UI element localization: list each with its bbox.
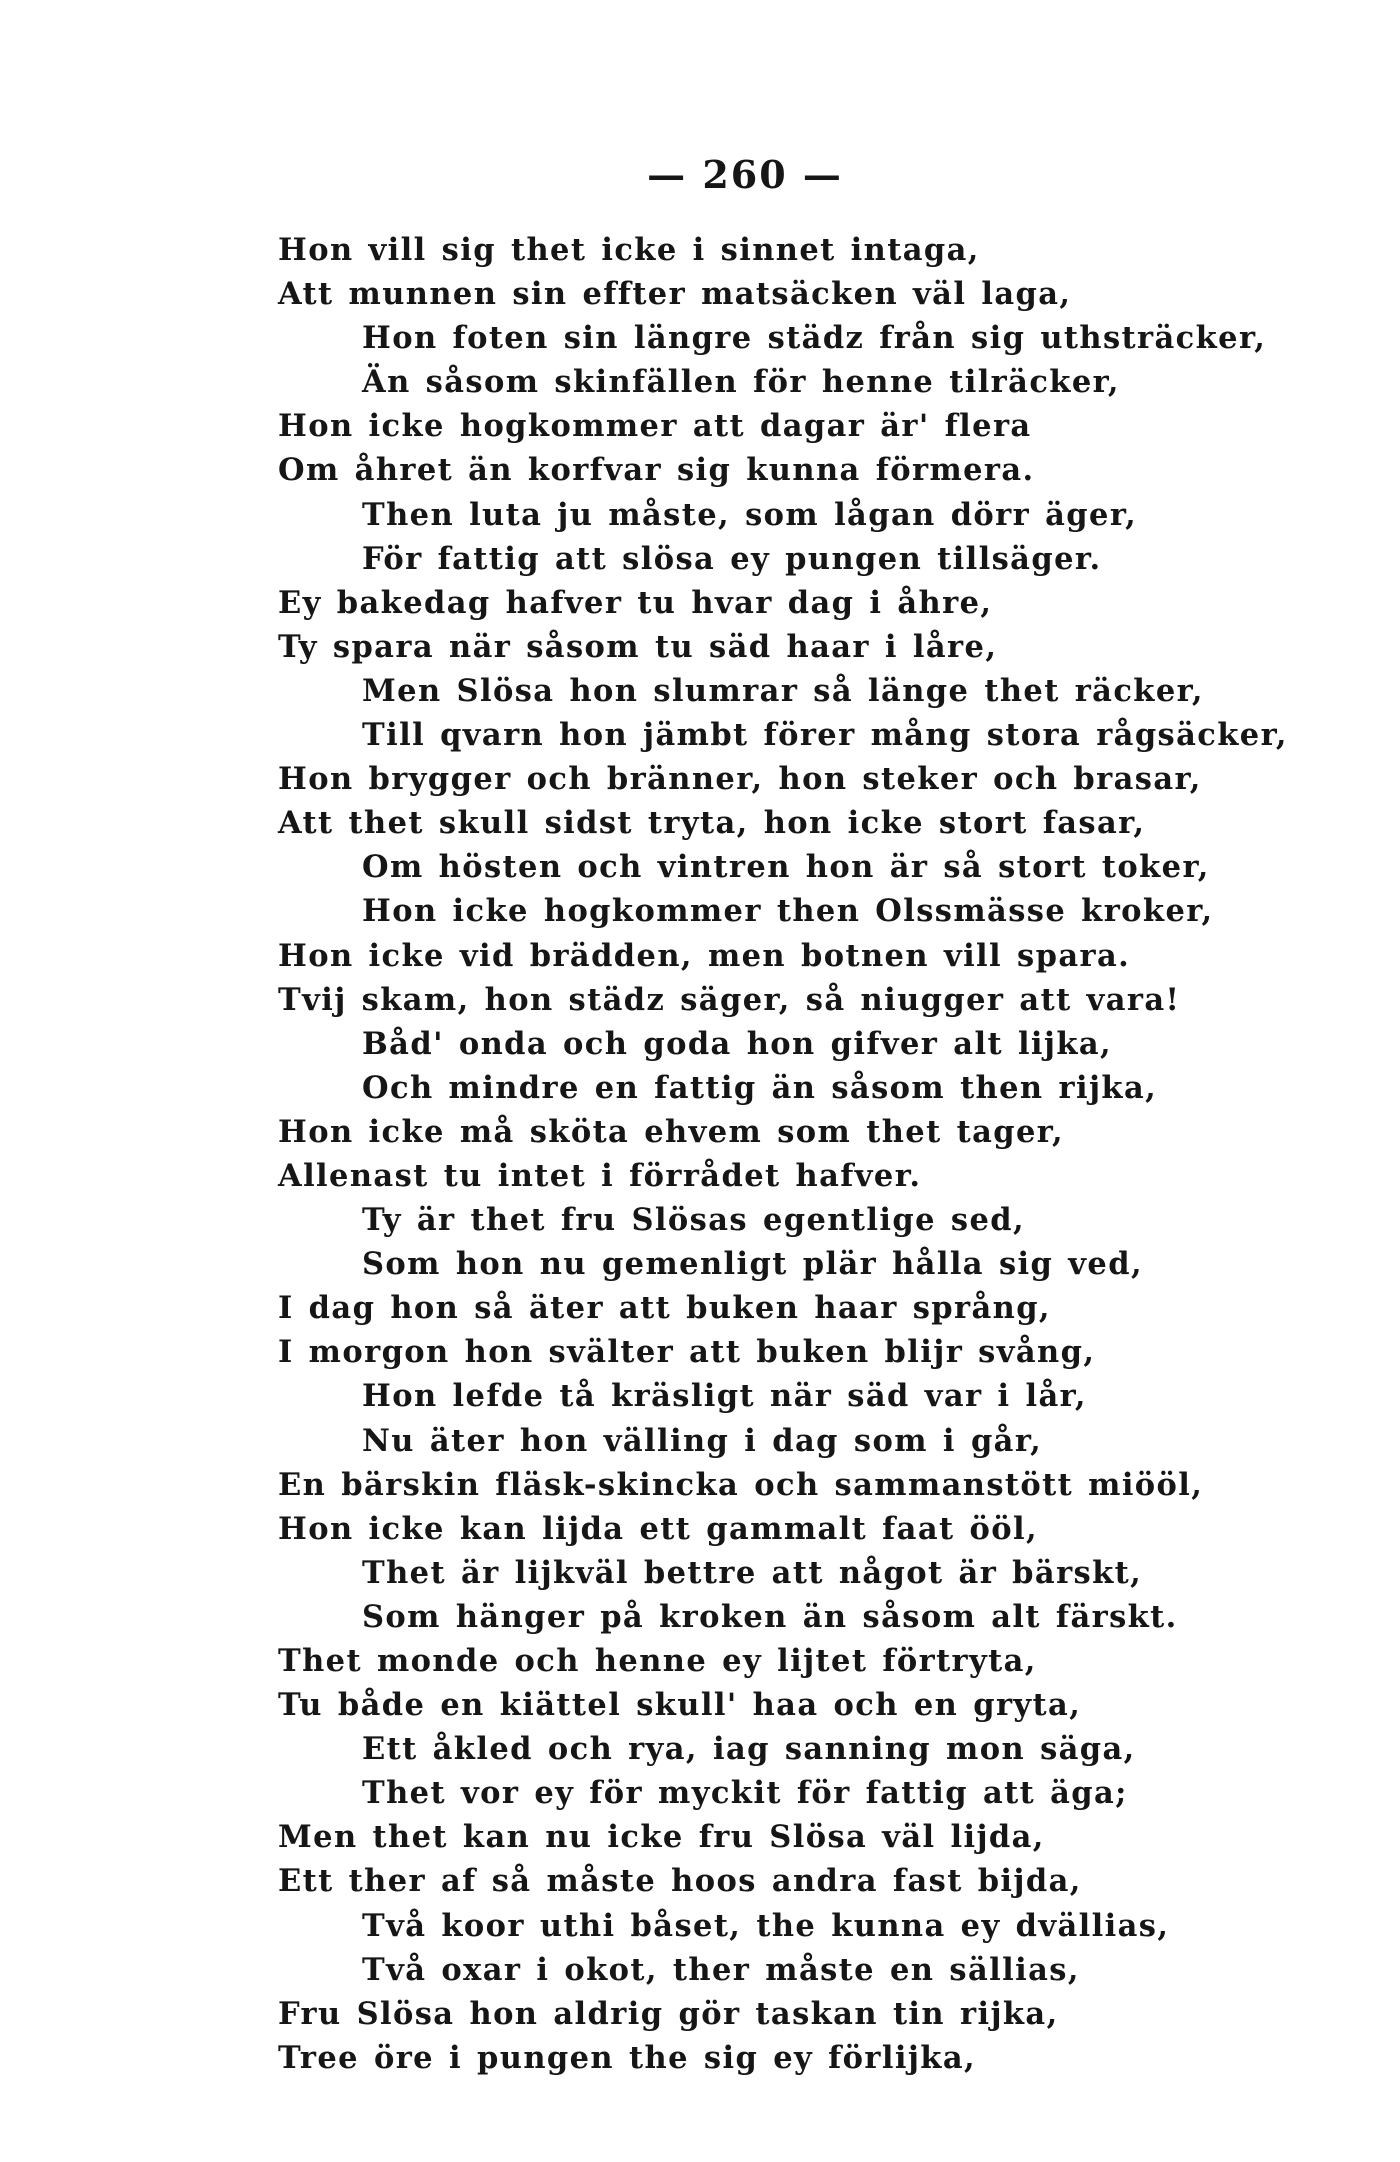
poem-line: Thet vor ey för myckit för fattig att äga; <box>362 1775 1128 1812</box>
poem-line: Hon foten sin längre städz från sig uthsträcker, <box>362 320 1267 357</box>
poem-line: Hon vill sig thet icke i sinnet intaga, <box>278 232 980 268</box>
poem-line: Nu äter hon välling i dag som i går, <box>362 1422 1043 1459</box>
poem-line: Allenast tu intet i förrådet hafver. <box>278 1157 922 1194</box>
poem-line: För fattig att slösa ey pungen tillsäger. <box>362 540 1102 577</box>
poem-line: Som hänger på kroken än såsom alt färskt. <box>362 1598 1178 1635</box>
poem-line: Ty är thet fru Slösas egentlige sed, <box>362 1202 1026 1239</box>
poem-line: I dag hon så äter att buken haar språng, <box>278 1290 1051 1327</box>
poem-line: Tree öre i pungen the sig ey förlijka, <box>278 2039 977 2076</box>
poem-line: Som hon nu gemenligt plär hålla sig ved, <box>362 1246 1143 1283</box>
poem-line: Om åhret än korfvar sig kunna förmera. <box>278 452 1035 489</box>
poem-line: Hon icke vid brädden, men botnen vill spara. <box>278 937 1131 974</box>
poem-line: Hon brygger och bränner, hon steker och brasar, <box>278 761 1202 798</box>
poem-line: Hon icke hogkommer then Olssmässe kroker, <box>362 893 1214 930</box>
poem-line: Till qvarn hon jämbt förer mång stora rågsäcker, <box>362 717 1288 754</box>
poem-line: Ett ther af så måste hoos andra fast bijda, <box>278 1863 1082 1900</box>
poem-line: Thet monde och henne ey lijtet förtryta, <box>278 1643 1037 1679</box>
poem-line: Then luta ju måste, som lågan dörr äger, <box>362 496 1138 533</box>
poem-line: Två koor uthi båset, the kunna ey dvällias, <box>362 1907 1170 1944</box>
poem-line: Tu både en kiättel skull' haa och en gryta, <box>278 1687 1082 1724</box>
poem-line: Hon icke må sköta ehvem som thet tager, <box>278 1113 1065 1150</box>
poem-line: Ey bakedag hafver tu hvar dag i åhre, <box>278 584 993 621</box>
poem-line: Hon icke kan lijda ett gammalt faat ööl, <box>278 1510 1039 1547</box>
poem-line: Ett åkled och rya, iag sanning mon säga, <box>362 1731 1136 1768</box>
poem-line: Två oxar i okot, ther måste en sällias, <box>362 1951 1080 1988</box>
poem-line: Och mindre en fattig än såsom then rijka, <box>362 1069 1158 1106</box>
poem-line: Att munnen sin effter matsäcken väl laga, <box>278 276 1072 313</box>
poem-line: En bärskin fläsk-skincka och sammanstött miööl, <box>278 1466 1204 1503</box>
poem-line: Om hösten och vintren hon är så stort toker, <box>362 849 1210 886</box>
page-number: — 260 — <box>647 152 843 197</box>
poem-line: Hon lefde tå kräsligt när säd var i lår, <box>362 1378 1087 1415</box>
poem-line: Båd' onda och goda hon gifver alt lijka, <box>362 1025 1113 1062</box>
poem-line: Thet är lijkväl bettre att något är bärskt, <box>362 1554 1143 1591</box>
poem-line: Men thet kan nu icke fru Slösa väl lijda, <box>278 1819 1045 1856</box>
poem-line: Ty spara när såsom tu säd haar i låre, <box>278 628 998 665</box>
poem-line: Tvij skam, hon städz säger, så niugger att vara! <box>278 981 1181 1018</box>
poem-line: Att thet skull sidst tryta, hon icke stort fasar, <box>278 805 1146 842</box>
poem-line: Hon icke hogkommer att dagar är' flera <box>278 408 1032 445</box>
poem-line: I morgon hon svälter att buken blijr svång, <box>278 1334 1096 1371</box>
poem-text <box>278 228 1378 2080</box>
poem-line: Fru Slösa hon aldrig gör taskan tin rijka, <box>278 1995 1059 2032</box>
poem-line: Än såsom skinfällen för henne tilräcker, <box>362 364 1120 401</box>
poem-line: Men Slösa hon slumrar så länge thet räcker, <box>362 672 1204 709</box>
